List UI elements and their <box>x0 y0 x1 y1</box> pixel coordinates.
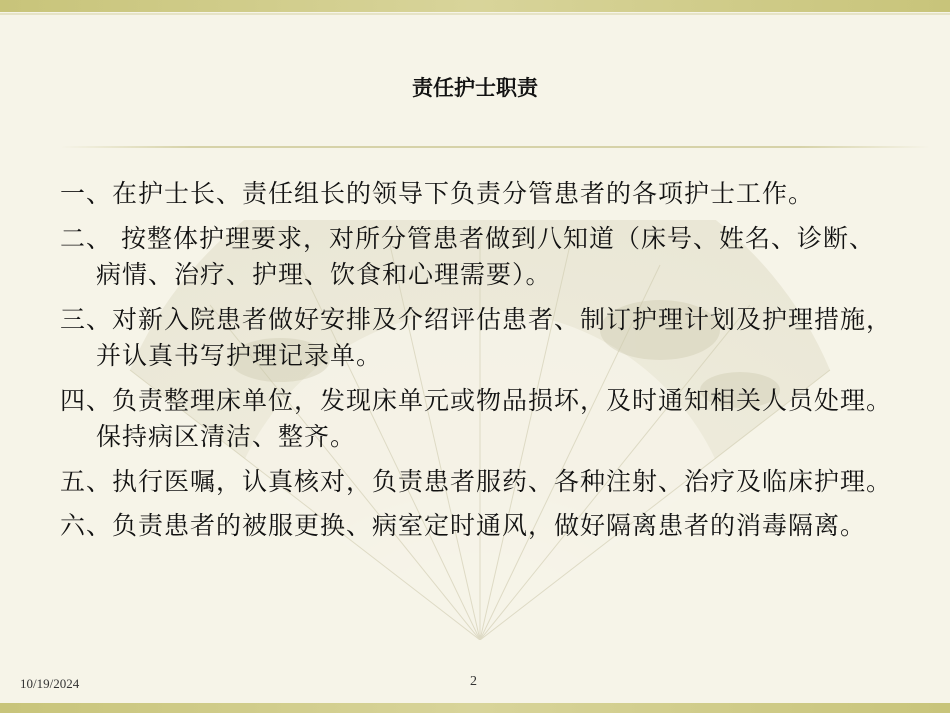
title-divider <box>60 146 930 148</box>
duty-item: 四、负责整理床单位，发现床单元或物品损坏，及时通知相关人员处理。保持病区清洁、整齐。 <box>60 385 893 451</box>
duty-item: 五、执行医嘱，认真核对，负责患者服药、各种注射、治疗及临床护理。 <box>60 466 893 496</box>
bottom-decor-band <box>0 703 950 713</box>
duties-list <box>60 176 900 553</box>
page-number: 2 <box>470 674 477 689</box>
duty-item: 六、负责患者的被服更换、病室定时通风，做好隔离患者的消毒隔离。 <box>60 511 867 540</box>
duty-item: 二、 按整体护理要求，对所分管患者做到八知道（床号、姓名、诊断、病情、治疗、护理、饮食和心理需要）。 <box>60 223 875 289</box>
top-decor-band <box>0 0 950 12</box>
footer-date: 10/19/2024 <box>20 676 80 691</box>
slide-title: 责任护士职责 <box>412 75 538 100</box>
duty-item: 一、在护士长、责任组长的领导下负责分管患者的各项护士工作。 <box>60 179 815 208</box>
duty-item: 三、对新入院患者做好安排及介绍评估患者、制订护理计划及护理措施，并认真书写护理记录单。 <box>60 304 893 370</box>
